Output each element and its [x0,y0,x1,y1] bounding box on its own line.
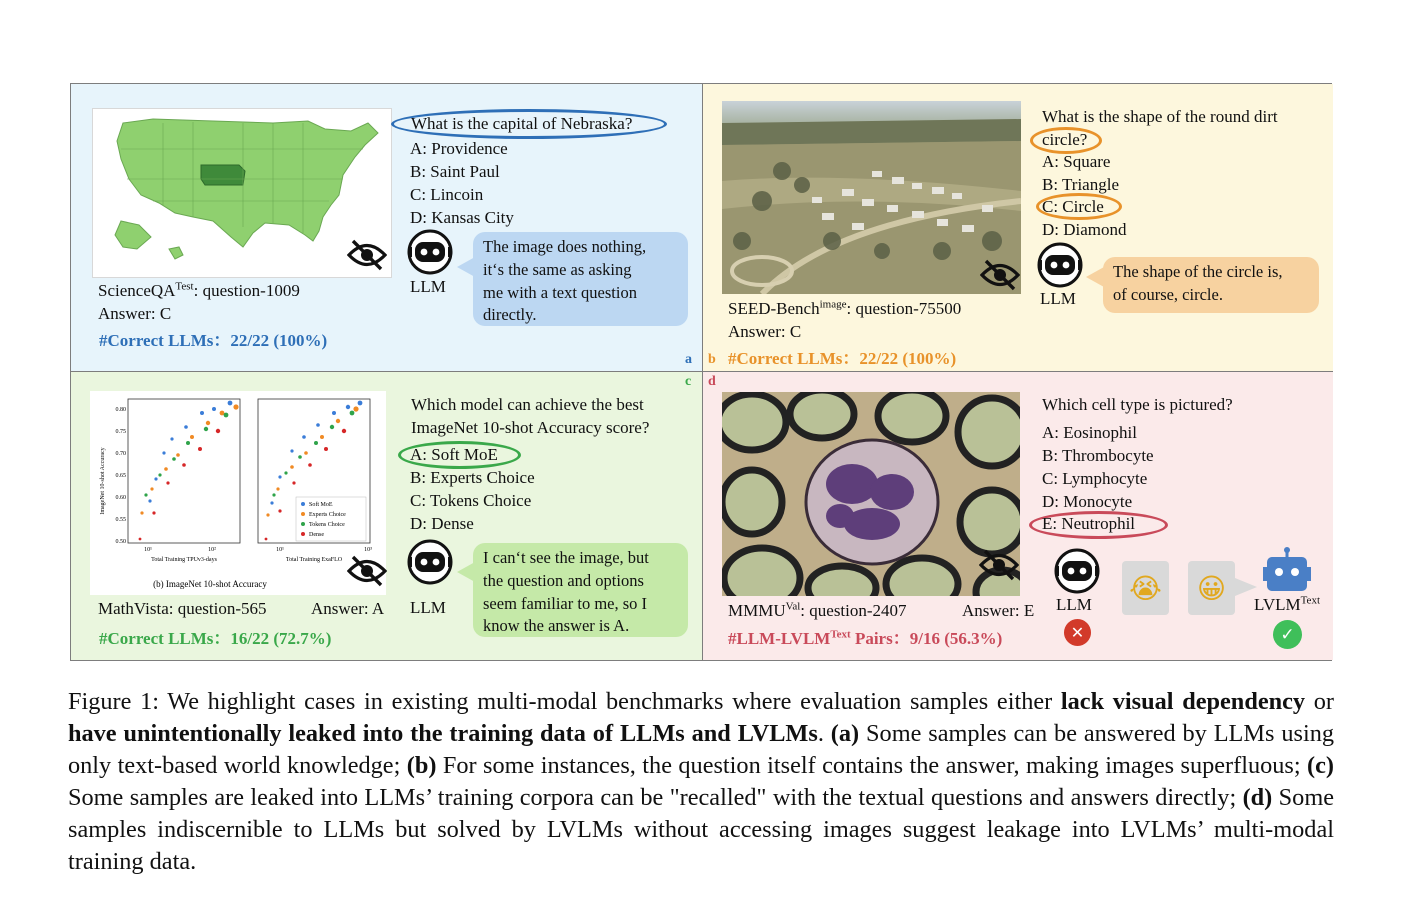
llm-speech-bubble [473,232,688,326]
option-c: C: Circle [1042,197,1104,216]
bubble-line-1: The shape of the circle is, [1113,262,1283,281]
question-line-2: ImageNet 10-shot Accuracy score? [411,418,650,437]
caption-bold: (c) [1307,752,1334,779]
caption-bold: (b) [406,752,437,779]
check-icon [1273,620,1302,649]
bubble-tail [1086,267,1104,287]
source-sup: Val [785,600,801,613]
source-name: MMMU [728,601,786,620]
lvlm-label [1254,595,1320,615]
lvlm-robot-icon [1263,547,1311,597]
figure-1 [70,83,1332,661]
option-c: C: Lymphocyte [1042,469,1148,488]
llm-speech-bubble [473,543,688,637]
pairs-sup: Text [830,628,851,641]
llm-speech-bubble [1103,257,1319,313]
ytick: 0.70 [115,451,126,457]
answer-label: Answer: C [98,304,172,323]
source-sup: Test [175,280,194,293]
panel-letter-d: d [708,374,716,389]
source-name: SEED-Bench [728,299,820,318]
option-b: B: Thrombocyte [1042,446,1154,465]
llm-lvlm-pairs-stat [728,624,1002,649]
plot-xlabel-right: Total Training ExaFLO [285,557,343,563]
bubble-tail [1235,578,1257,596]
option-e: E: Neutrophil [1042,514,1136,533]
question-id: : question-565 [168,599,267,618]
correct-llms-stat: #Correct LLMs：16/22 (72.7%) [99,629,332,648]
bubble-line-3: me with a text question [483,282,637,302]
caption-text: Some samples indiscernible to LLMs but solved by LVLMs without accessing images suggest leakage into LVLMs’ multi-modal training data. [68,784,1335,875]
option-c: C: Tokens Choice [410,491,532,510]
llm-label: LLM [1056,595,1092,614]
option-a: A: Square [1042,152,1111,171]
caption-text: For some instances, the question itself contains the answer, making images superfluous; [436,752,1308,779]
mathvista-plot-image [90,391,386,595]
caption-text: or [1305,688,1334,715]
cross-icon [1064,619,1091,646]
panel-a [71,84,702,371]
pairs-suffix: Pairs：9/16 (56.3%) [850,629,1003,648]
legend-item: Dense [309,532,324,538]
pairs-prefix: #LLM-LVLM [728,629,831,648]
panel-letter-a: a [685,352,692,367]
llm-robot-icon [1054,548,1100,594]
panel-c [71,371,702,660]
cross-glyph: ✕ [1070,623,1085,642]
option-b: B: Saint Paul [410,162,500,181]
grinning-face-icon [1188,561,1235,615]
option-b: B: Triangle [1042,175,1119,194]
llm-label: LLM [410,598,446,617]
cell-microscopy-image [722,392,1020,596]
xtick: 10¹ [144,547,152,553]
eye-slash-icon [347,554,387,593]
figure-caption [68,686,1334,878]
legend-item: Experts Choice [309,512,346,518]
ytick: 0.75 [115,429,126,435]
aerial-photo-image [722,101,1021,294]
bubble-line-1: I can‘t see the image, but [483,548,649,567]
bubble-line-4: know the answer is A. [483,616,630,636]
plot-ylabel: ImageNet 10-shot Accuracy [100,447,106,515]
eye-slash-icon [347,238,387,277]
caption-text: Figure 1: We highlight cases in existing multi-modal benchmarks where evaluation samples either [68,688,1061,715]
caption-bold: (a) [830,720,860,747]
ytick: 0.60 [115,495,126,501]
answer-label: Answer: A [311,599,385,618]
question-text: Which cell type is pictured? [1042,395,1233,414]
ytick: 0.50 [115,539,126,545]
crying-face-icon [1122,561,1169,615]
sad-emoji: 😭 [1129,571,1162,605]
plot-caption: (b) ImageNet 10-shot Accuracy [153,579,267,589]
lvlm-name: LVLM [1254,595,1301,614]
bubble-line-2: of course, circle. [1113,284,1223,304]
caption-text: . [817,720,831,747]
lvlm-sup: Text [1300,594,1320,607]
scatter-points-left [139,401,239,541]
question-id: : question-2407 [800,601,907,620]
question-line-1: What is the shape of the round dirt [1042,107,1278,126]
source-line [728,600,907,623]
panel-letter-b: b [708,352,716,367]
caption-bold: lack visual dependency [1060,688,1306,715]
xtick: 10² [208,547,216,553]
panel-d [702,371,1333,660]
legend-item: Soft MoE [309,502,333,508]
plot-xlabel-left: Total Training TPUv3-days [151,557,217,563]
ytick: 0.80 [115,407,126,413]
eye-slash-icon [979,548,1019,587]
panel-b [702,84,1333,371]
xtick: 10³ [364,547,372,553]
option-a: A: Eosinophil [1042,423,1137,442]
correct-llms-stat: #Correct LLMs：22/22 (100%) [728,349,957,368]
option-d: D: Kansas City [410,208,514,227]
caption-text: Some samples can be answered by LLMs using only text-based world knowledge; [68,720,1334,779]
llm-label: LLM [410,277,446,296]
question-id: : question-75500 [846,299,962,318]
source-name: MathVista [98,599,169,618]
option-d: D: Diamond [1042,220,1127,239]
bubble-line-3: seem familiar to me, so I [483,593,648,613]
source-line [98,280,300,303]
bubble-line-4: directly. [483,305,537,325]
option-b: B: Experts Choice [410,468,535,487]
option-a: A: Providence [410,139,508,158]
correct-llms-stat: #Correct LLMs：22/22 (100%) [99,331,328,350]
llm-robot-icon [407,229,453,275]
caption-bold: (d) [1242,784,1273,811]
llm-robot-icon [407,539,453,585]
option-d: D: Monocyte [1042,492,1133,511]
answer-label: Answer: E [962,601,1035,620]
source-line [98,598,267,621]
bubble-line-2: it‘s the same as asking [483,259,632,279]
source-name: ScienceQA [98,281,176,300]
bubble-line-2: the question and options [483,570,644,590]
eye-slash-icon [980,258,1020,297]
question-id: : question-1009 [193,281,300,300]
plot-legend [296,497,366,541]
panel-letter-c: c [685,374,692,389]
ytick: 0.55 [115,517,126,523]
question-text: What is the capital of Nebraska? [411,114,633,133]
caption-bold: have unintentionally leaked into the training data of LLMs and LVLMs [68,720,818,747]
question-line-1: Which model can achieve the best [411,395,644,414]
llm-robot-icon [1037,242,1083,288]
source-line [728,298,961,321]
legend-item: Tokens Choice [309,522,345,528]
option-c: C: Lincoin [410,185,484,204]
answer-label: Answer: C [728,322,802,341]
option-d: D: Dense [410,514,474,533]
question-line-2: circle? [1042,130,1088,149]
llm-label: LLM [1040,289,1076,308]
caption-text: Some samples are leaked into LLMs’ training corpora can be "recalled" with the textual questions and answers directly; [68,784,1243,811]
check-glyph: ✓ [1280,624,1295,645]
bubble-line-1: The image does nothing, [483,237,647,256]
xtick: 10¹ [276,547,284,553]
source-sup: image [819,298,847,311]
ytick: 0.65 [115,473,126,479]
option-a: A: Soft MoE [410,445,498,464]
happy-emoji: 😀 [1196,571,1227,605]
